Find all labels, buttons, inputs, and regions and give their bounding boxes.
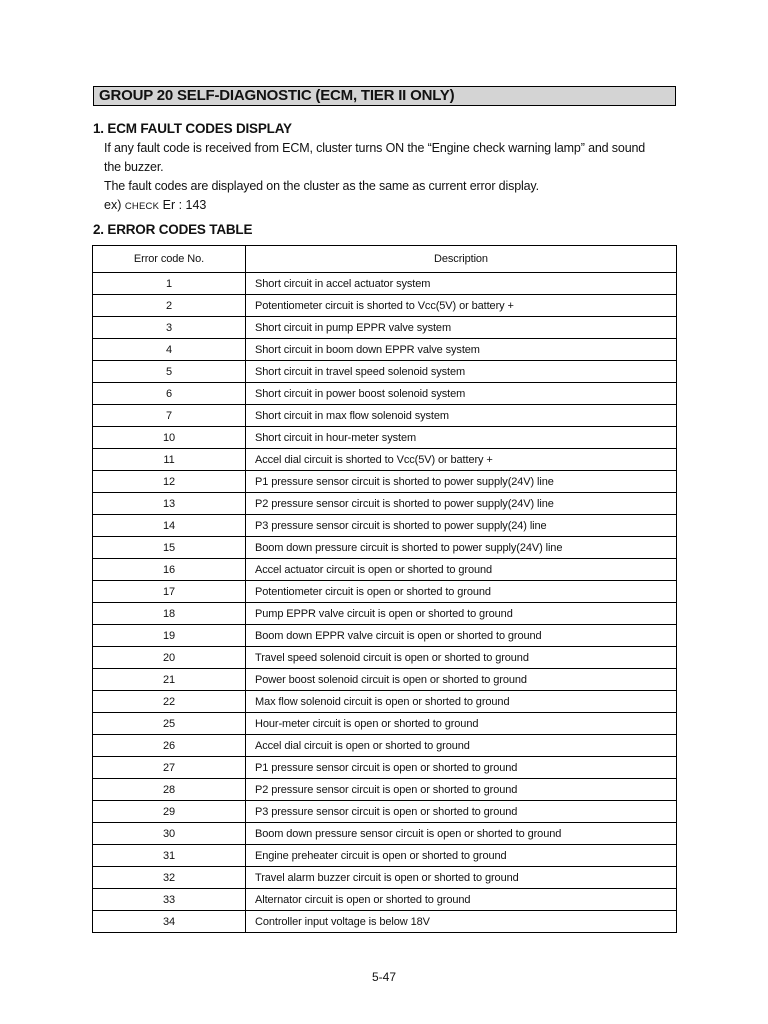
table-row	[93, 713, 677, 735]
description-cell: P3 pressure sensor circuit is shorted to power supply(24) line	[246, 515, 677, 537]
description-cell: Travel alarm buzzer circuit is open or shorted to ground	[246, 867, 677, 889]
example-error-value: Er : 143	[162, 198, 207, 212]
table-row	[93, 493, 677, 515]
description-cell: Boom down pressure circuit is shorted to power supply(24V) line	[246, 537, 677, 559]
example-prefix: ex)	[104, 198, 122, 212]
table-row	[93, 515, 677, 537]
description-cell: Accel dial circuit is shorted to Vcc(5V) or battery +	[246, 449, 677, 471]
error-code-cell: 7	[93, 405, 246, 427]
error-code-cell: 11	[93, 449, 246, 471]
error-code-cell: 27	[93, 757, 246, 779]
table-row	[93, 361, 677, 383]
paragraph-display-note: The fault codes are displayed on the cluster as the same as current error display.	[104, 179, 539, 193]
error-code-cell: 28	[93, 779, 246, 801]
error-code-cell: 21	[93, 669, 246, 691]
table-row	[93, 757, 677, 779]
section-heading-fault-codes-display: 1. ECM FAULT CODES DISPLAY	[93, 121, 292, 136]
table-row	[93, 471, 677, 493]
table-row	[93, 295, 677, 317]
error-code-cell: 6	[93, 383, 246, 405]
table-row	[93, 537, 677, 559]
description-cell: Short circuit in max flow solenoid system	[246, 405, 677, 427]
error-code-cell: 29	[93, 801, 246, 823]
section-heading-error-codes-table: 2. ERROR CODES TABLE	[93, 222, 253, 237]
description-cell: Short circuit in pump EPPR valve system	[246, 317, 677, 339]
description-cell: Short circuit in boom down EPPR valve system	[246, 339, 677, 361]
description-cell: P2 pressure sensor circuit is shorted to power supply(24V) line	[246, 493, 677, 515]
error-code-cell: 31	[93, 845, 246, 867]
example-line	[104, 196, 693, 216]
paragraph-fault-code-line-2: the buzzer.	[104, 160, 164, 174]
table-row	[93, 603, 677, 625]
error-code-cell: 18	[93, 603, 246, 625]
description-cell: Hour-meter circuit is open or shorted to ground	[246, 713, 677, 735]
description-cell: Engine preheater circuit is open or shorted to ground	[246, 845, 677, 867]
description-cell: Short circuit in hour-meter system	[246, 427, 677, 449]
description-cell: Controller input voltage is below 18V	[246, 911, 677, 933]
table-row	[93, 449, 677, 471]
error-code-cell: 16	[93, 559, 246, 581]
error-code-cell: 22	[93, 691, 246, 713]
table-row	[93, 559, 677, 581]
description-cell: Short circuit in accel actuator system	[246, 273, 677, 295]
error-codes-table-body	[93, 273, 677, 933]
header-error-code-no: Error code No.	[93, 246, 246, 273]
table-row	[93, 911, 677, 933]
description-cell: Power boost solenoid circuit is open or shorted to ground	[246, 669, 677, 691]
description-cell: Alternator circuit is open or shorted to ground	[246, 889, 677, 911]
table-row	[93, 647, 677, 669]
error-code-cell: 15	[93, 537, 246, 559]
table-row	[93, 273, 677, 295]
table-row	[93, 405, 677, 427]
error-code-cell: 13	[93, 493, 246, 515]
error-code-cell: 20	[93, 647, 246, 669]
table-row	[93, 581, 677, 603]
description-cell: Max flow solenoid circuit is open or shorted to ground	[246, 691, 677, 713]
error-code-cell: 32	[93, 867, 246, 889]
description-cell: Pump EPPR valve circuit is open or shorted to ground	[246, 603, 677, 625]
description-cell: Accel actuator circuit is open or shorted to ground	[246, 559, 677, 581]
table-header-row	[93, 246, 677, 273]
example-check-label: CHECK	[124, 201, 160, 212]
error-code-cell: 30	[93, 823, 246, 845]
group-title: GROUP 20 SELF-DIAGNOSTIC (ECM, TIER II ONLY)	[93, 86, 676, 106]
description-cell: P3 pressure sensor circuit is open or shorted to ground	[246, 801, 677, 823]
error-code-cell: 14	[93, 515, 246, 537]
description-cell: P1 pressure sensor circuit is open or shorted to ground	[246, 757, 677, 779]
description-cell: Boom down EPPR valve circuit is open or shorted to ground	[246, 625, 677, 647]
ecm-fault-codes-section	[93, 121, 693, 216]
error-code-cell: 5	[93, 361, 246, 383]
error-code-cell: 33	[93, 889, 246, 911]
table-row	[93, 845, 677, 867]
error-code-cell: 19	[93, 625, 246, 647]
table-row	[93, 779, 677, 801]
description-cell: Potentiometer circuit is shorted to Vcc(5V) or battery +	[246, 295, 677, 317]
paragraph-fault-code-line-1: If any fault code is received from ECM, cluster turns ON the “Engine check warning lamp” and sound	[104, 141, 646, 155]
table-row	[93, 801, 677, 823]
description-cell: Travel speed solenoid circuit is open or shorted to ground	[246, 647, 677, 669]
header-description: Description	[246, 246, 677, 273]
error-code-cell: 10	[93, 427, 246, 449]
error-code-cell: 26	[93, 735, 246, 757]
page-number: 5-47	[371, 970, 397, 984]
table-row	[93, 625, 677, 647]
table-row	[93, 669, 677, 691]
error-code-cell: 34	[93, 911, 246, 933]
table-row	[93, 867, 677, 889]
table-row	[93, 823, 677, 845]
table-row	[93, 427, 677, 449]
description-cell: P1 pressure sensor circuit is shorted to power supply(24V) line	[246, 471, 677, 493]
table-row	[93, 317, 677, 339]
description-cell: Short circuit in travel speed solenoid system	[246, 361, 677, 383]
description-cell: Accel dial circuit is open or shorted to ground	[246, 735, 677, 757]
error-code-cell: 3	[93, 317, 246, 339]
description-cell: P2 pressure sensor circuit is open or shorted to ground	[246, 779, 677, 801]
description-cell: Boom down pressure sensor circuit is open or shorted to ground	[246, 823, 677, 845]
error-code-cell: 4	[93, 339, 246, 361]
error-code-cell: 12	[93, 471, 246, 493]
table-row	[93, 889, 677, 911]
description-cell: Short circuit in power boost solenoid system	[246, 383, 677, 405]
description-cell: Potentiometer circuit is open or shorted to ground	[246, 581, 677, 603]
table-row	[93, 691, 677, 713]
table-row	[93, 339, 677, 361]
table-row	[93, 383, 677, 405]
error-code-cell: 25	[93, 713, 246, 735]
error-code-cell: 2	[93, 295, 246, 317]
error-code-cell: 1	[93, 273, 246, 295]
error-codes-table	[92, 245, 677, 933]
table-row	[93, 735, 677, 757]
error-code-cell: 17	[93, 581, 246, 603]
